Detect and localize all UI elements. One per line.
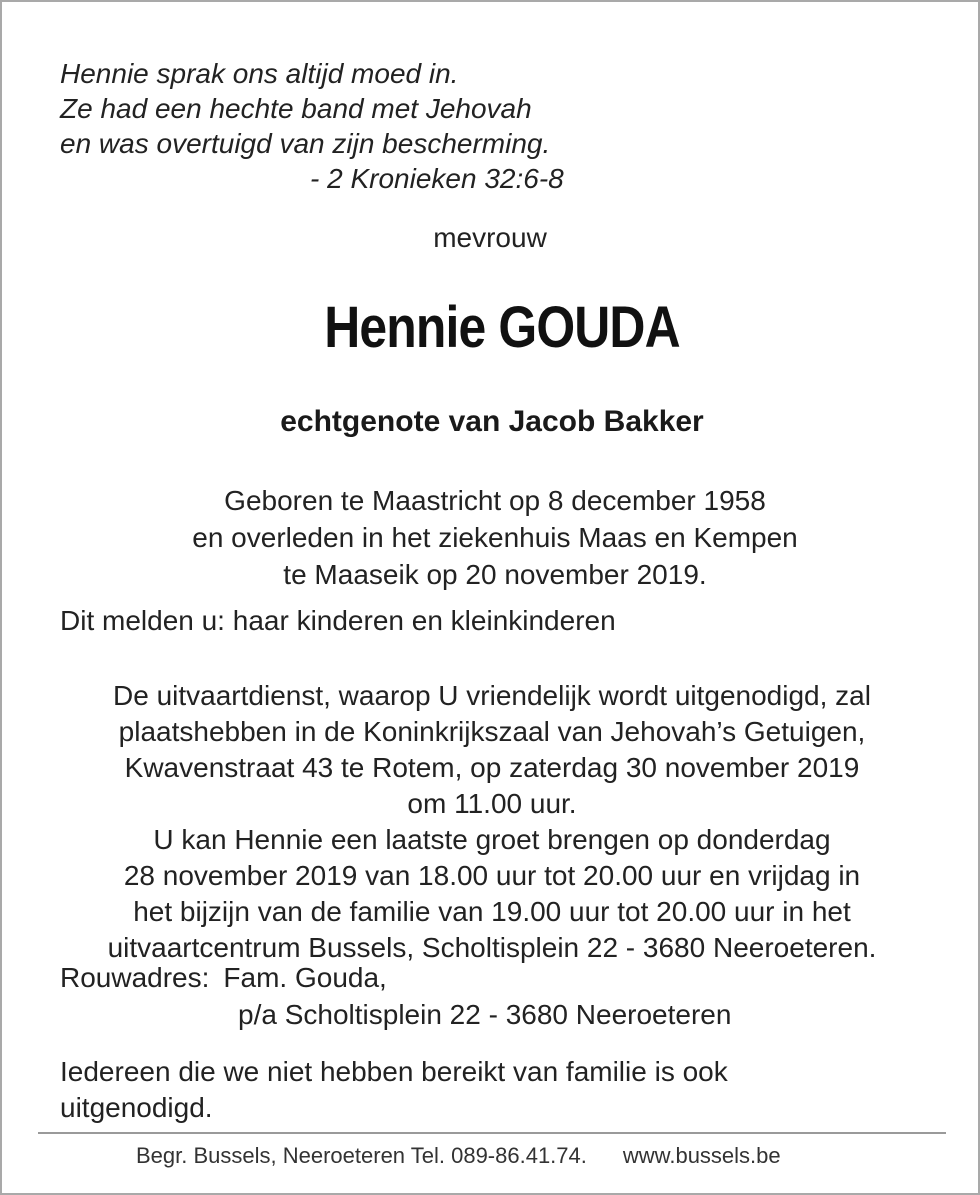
birth-death-info xyxy=(2,482,980,593)
service-line: om 11.00 uur. xyxy=(407,788,577,819)
funeral-service-info xyxy=(32,678,952,966)
service-line: 28 november 2019 van 18.00 uur tot 20.00 uur en vrijdag in xyxy=(123,860,861,891)
address-line-1: Fam. Gouda, xyxy=(223,962,387,993)
spouse-line: echtgenote van Jacob Bakker xyxy=(280,405,704,438)
service-line: plaatshebben in de Koninkrijkszaal van Jehovah’s Getuigen, xyxy=(118,716,866,747)
service-line: U kan Hennie een laatste groet brengen op donderdag xyxy=(153,824,831,855)
website-link[interactable]: www.bussels.be xyxy=(622,1143,781,1168)
footer xyxy=(136,1143,781,1169)
invite-line: uitgenodigd. xyxy=(60,1092,213,1123)
announcement: Dit melden u: haar kinderen en kleinkinderen xyxy=(60,605,616,636)
address-label: Rouwadres: xyxy=(60,962,210,993)
birth-death-line: te Maaseik op 20 november 2019. xyxy=(283,559,707,590)
bible-verse xyxy=(60,56,564,196)
birth-death-line: en overleden in het ziekenhuis Maas en Kempen xyxy=(192,522,798,553)
verse-line: Ze had een hechte band met Jehovah xyxy=(60,93,532,124)
verse-line: en was overtuigd van zijn bescherming. xyxy=(60,128,551,159)
verse-reference: - 2 Kronieken 32:6-8 xyxy=(310,163,564,194)
service-line: het bijzijn van de familie van 19.00 uur tot 20.00 uur in het xyxy=(133,896,851,927)
service-line: Kwavenstraat 43 te Rotem, op zaterdag 30 november 2019 xyxy=(124,752,860,783)
verse-line: Hennie sprak ons altijd moed in. xyxy=(60,58,459,89)
honorific xyxy=(2,222,980,254)
address-line-2: p/a Scholtisplein 22 - 3680 Neeroeteren xyxy=(238,999,732,1030)
birth-death-line: Geboren te Maastricht op 8 december 1958 xyxy=(224,485,766,516)
funeral-home-contact: Begr. Bussels, Neeroeteren Tel. 089-86.41.74. xyxy=(136,1143,587,1168)
mourning-address xyxy=(60,959,731,1033)
deceased-name: Hennie GOUDA xyxy=(324,295,680,360)
invitation-note xyxy=(60,1054,728,1126)
honorific-text: mevrouw xyxy=(433,222,547,253)
footer-divider xyxy=(38,1132,946,1134)
service-line: uitvaartcentrum Bussels, Scholtisplein 22 - 3680 Neeroeteren. xyxy=(107,932,877,963)
invite-line: Iedereen die we niet hebben bereikt van familie is ook xyxy=(60,1056,728,1087)
service-line: De uitvaartdienst, waarop U vriendelijk wordt uitgenodigd, zal xyxy=(113,680,871,711)
